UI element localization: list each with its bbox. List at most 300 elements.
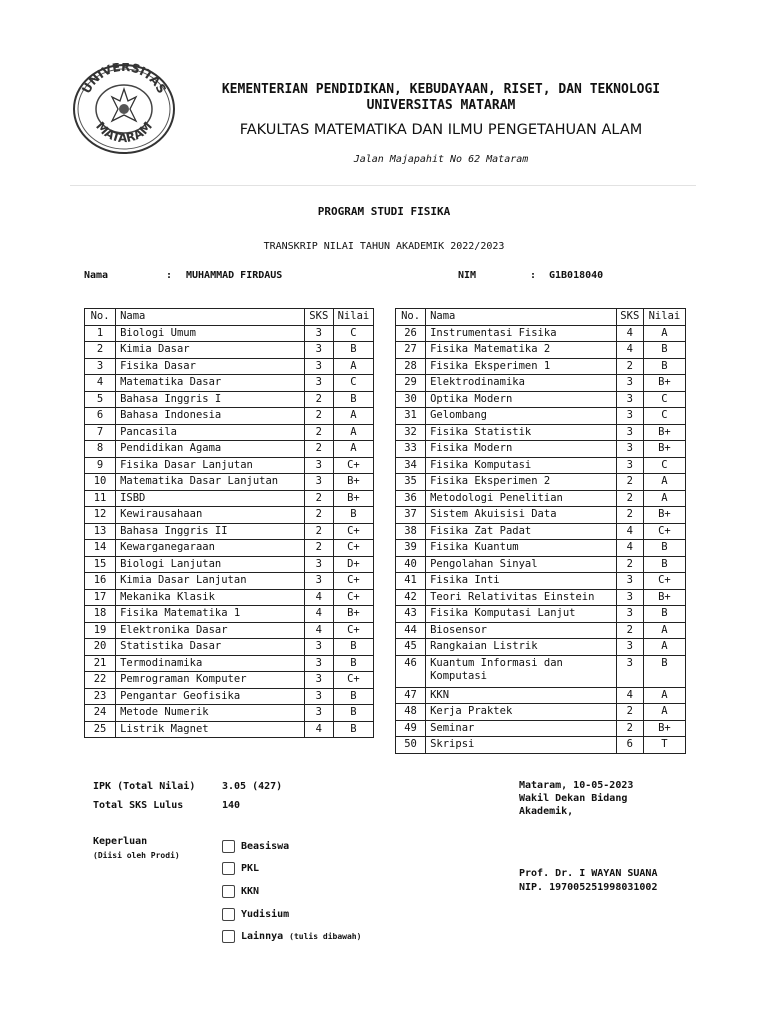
cell-nilai: A xyxy=(333,358,373,375)
signature-block xyxy=(519,779,633,818)
table-row xyxy=(396,375,686,392)
cell-sks: 4 xyxy=(616,325,643,342)
cell-nilai: C+ xyxy=(333,573,373,590)
table-row xyxy=(396,687,686,704)
table-row xyxy=(396,639,686,656)
table-row xyxy=(85,556,374,573)
cell-sks: 2 xyxy=(616,358,643,375)
cell-nilai: C xyxy=(643,408,685,425)
table-row xyxy=(396,655,686,687)
cell-nilai: A xyxy=(643,490,685,507)
cell-no: 11 xyxy=(85,490,116,507)
cell-nama: Pengolahan Sinyal xyxy=(426,556,617,573)
table-row xyxy=(396,490,686,507)
student-nim-label: NIM xyxy=(458,270,477,281)
cell-sks: 3 xyxy=(304,474,333,491)
signature-title-line1: Wakil Dekan Bidang xyxy=(519,793,628,804)
cell-no: 23 xyxy=(85,688,116,705)
signature-title-line2: Akademik, xyxy=(519,806,574,817)
option-label: Yudisium xyxy=(241,909,290,920)
cell-sks: 3 xyxy=(304,325,333,342)
cell-sks: 3 xyxy=(304,672,333,689)
cell-no: 4 xyxy=(85,375,116,392)
cell-sks: 4 xyxy=(616,342,643,359)
cell-nama: KKN xyxy=(426,687,617,704)
cell-sks: 2 xyxy=(304,490,333,507)
transcript-title: TRANSKRIP NILAI TAHUN AKADEMIK 2022/2023 xyxy=(263,241,505,252)
cell-nilai: A xyxy=(643,325,685,342)
faculty-title: FAKULTAS MATEMATIKA DAN ILMU PENGETAHUAN ALAM xyxy=(239,122,643,138)
cell-nama: Fisika Komputasi xyxy=(426,457,617,474)
table-row xyxy=(85,408,374,425)
table-row xyxy=(85,375,374,392)
cell-no: 12 xyxy=(85,507,116,524)
table-row xyxy=(85,540,374,557)
cell-nilai: B xyxy=(333,507,373,524)
cell-nilai: C+ xyxy=(643,573,685,590)
purpose-option-lainnya[interactable] xyxy=(222,930,361,943)
cell-nama: Optika Modern xyxy=(426,391,617,408)
cell-no: 6 xyxy=(85,408,116,425)
cell-no: 22 xyxy=(85,672,116,689)
cell-no: 30 xyxy=(396,391,426,408)
cell-nama: Fisika Dasar xyxy=(116,358,305,375)
cell-sks: 3 xyxy=(616,408,643,425)
table-row xyxy=(85,672,374,689)
faculty-address: Jalan Majapahit No 62 Mataram xyxy=(353,154,529,165)
cell-sks: 4 xyxy=(616,687,643,704)
cell-sks: 3 xyxy=(616,457,643,474)
cell-nilai: B+ xyxy=(643,589,685,606)
cell-nama: Sistem Akuisisi Data xyxy=(426,507,617,524)
cell-no: 5 xyxy=(85,391,116,408)
cell-sks: 3 xyxy=(304,639,333,656)
cell-sks: 3 xyxy=(304,705,333,722)
cell-no: 25 xyxy=(85,721,116,738)
checkbox[interactable] xyxy=(222,862,235,875)
cell-nama: Gelombang xyxy=(426,408,617,425)
cell-no: 8 xyxy=(85,441,116,458)
cell-nilai: A xyxy=(643,639,685,656)
table-row xyxy=(85,441,374,458)
cell-nama: Metode Numerik xyxy=(116,705,305,722)
cell-nama: Pendidikan Agama xyxy=(116,441,305,458)
cell-no: 17 xyxy=(85,589,116,606)
col-header-no: No. xyxy=(396,309,426,326)
table-row xyxy=(85,622,374,639)
purpose-option-beasiswa[interactable] xyxy=(222,840,289,853)
cell-no: 14 xyxy=(85,540,116,557)
signature-place-date: Mataram, 10-05-2023 xyxy=(519,780,634,791)
cell-nama: Seminar xyxy=(426,720,617,737)
cell-sks: 2 xyxy=(304,507,333,524)
purpose-option-yudisium[interactable] xyxy=(222,908,289,921)
university-logo xyxy=(70,63,178,155)
cell-nama: Fisika Matematika 1 xyxy=(116,606,305,623)
table-row xyxy=(396,540,686,557)
courses-table-left xyxy=(84,308,374,738)
cell-sks: 3 xyxy=(616,606,643,623)
cell-sks: 4 xyxy=(616,540,643,557)
cell-nama: Biosensor xyxy=(426,622,617,639)
table-row xyxy=(396,358,686,375)
cell-no: 49 xyxy=(396,720,426,737)
cell-nilai: C+ xyxy=(333,457,373,474)
cell-nilai: T xyxy=(643,737,685,754)
cell-no: 9 xyxy=(85,457,116,474)
cell-nama: Kerja Praktek xyxy=(426,704,617,721)
svg-text:UNIVERSITAS: UNIVERSITAS xyxy=(79,63,169,96)
cell-nilai: C+ xyxy=(333,672,373,689)
checkbox[interactable] xyxy=(222,840,235,853)
cell-no: 41 xyxy=(396,573,426,590)
student-nim: G1B018040 xyxy=(549,270,604,281)
cell-nama: Pengantar Geofisika xyxy=(116,688,305,705)
cell-sks: 2 xyxy=(304,540,333,557)
signatory-nip: NIP. 197005251998031002 xyxy=(519,882,658,893)
cell-nilai: C xyxy=(643,391,685,408)
table-row xyxy=(85,655,374,672)
cell-nilai: D+ xyxy=(333,556,373,573)
cell-nama: Fisika Dasar Lanjutan xyxy=(116,457,305,474)
cell-sks: 2 xyxy=(616,556,643,573)
cell-nama: Biologi Umum xyxy=(116,325,305,342)
program-title: PROGRAM STUDI FISIKA xyxy=(317,205,451,218)
cell-nilai: B xyxy=(333,688,373,705)
col-header-sks: SKS xyxy=(616,309,643,326)
cell-nama: Fisika Eksperimen 2 xyxy=(426,474,617,491)
cell-nilai: B+ xyxy=(643,375,685,392)
table-row xyxy=(85,573,374,590)
cell-sks: 3 xyxy=(304,556,333,573)
cell-nilai: B+ xyxy=(643,441,685,458)
cell-nilai: A xyxy=(643,622,685,639)
cell-nilai: B xyxy=(643,540,685,557)
purpose-option-kkn[interactable] xyxy=(222,885,259,898)
cell-sks: 4 xyxy=(304,606,333,623)
cell-nama: Mekanika Klasik xyxy=(116,589,305,606)
cell-sks: 3 xyxy=(616,589,643,606)
cell-sks: 2 xyxy=(304,408,333,425)
university-title: UNIVERSITAS MATARAM xyxy=(366,98,516,113)
table-row xyxy=(85,589,374,606)
cell-nilai: B xyxy=(333,655,373,672)
checkbox[interactable] xyxy=(222,908,235,921)
cell-sks: 2 xyxy=(304,391,333,408)
cell-no: 16 xyxy=(85,573,116,590)
cell-sks: 2 xyxy=(616,622,643,639)
cell-nilai: B+ xyxy=(643,424,685,441)
cell-no: 44 xyxy=(396,622,426,639)
col-header-nama: Nama xyxy=(426,309,617,326)
table-row xyxy=(396,556,686,573)
cell-sks: 3 xyxy=(304,655,333,672)
cell-sks: 3 xyxy=(616,391,643,408)
cell-no: 40 xyxy=(396,556,426,573)
cell-no: 26 xyxy=(396,325,426,342)
cell-nama: Kewirausahaan xyxy=(116,507,305,524)
table-row xyxy=(396,523,686,540)
cell-no: 15 xyxy=(85,556,116,573)
purpose-label: Keperluan xyxy=(93,836,148,847)
cell-no: 3 xyxy=(85,358,116,375)
cell-nilai: B xyxy=(333,721,373,738)
option-label: PKL xyxy=(241,863,260,874)
cell-sks: 4 xyxy=(304,589,333,606)
cell-nama: Fisika Statistik xyxy=(426,424,617,441)
cell-sks: 3 xyxy=(616,655,643,687)
option-note: (tulis dibawah) xyxy=(289,932,362,941)
cell-nama: Fisika Eksperimen 1 xyxy=(426,358,617,375)
col-header-sks: SKS xyxy=(304,309,333,326)
cell-nilai: C+ xyxy=(333,622,373,639)
cell-nama: Matematika Dasar Lanjutan xyxy=(116,474,305,491)
svg-text:MATARAM: MATARAM xyxy=(93,119,155,146)
cell-no: 32 xyxy=(396,424,426,441)
cell-no: 20 xyxy=(85,639,116,656)
table-row xyxy=(396,622,686,639)
cell-no: 34 xyxy=(396,457,426,474)
signatory xyxy=(519,867,657,895)
cell-nilai: A xyxy=(643,474,685,491)
cell-nilai: A xyxy=(333,408,373,425)
cell-nama: Instrumentasi Fisika xyxy=(426,325,617,342)
student-name-separator: : xyxy=(166,270,173,281)
student-nim-separator: : xyxy=(530,270,537,281)
cell-sks: 6 xyxy=(616,737,643,754)
cell-nama: Elektronika Dasar xyxy=(116,622,305,639)
cell-nama: Fisika Zat Padat xyxy=(426,523,617,540)
cell-sks: 4 xyxy=(616,523,643,540)
cell-nama: Kewarganegaraan xyxy=(116,540,305,557)
cell-nama: Rangkaian Listrik xyxy=(426,639,617,656)
cell-nama: Fisika Kuantum xyxy=(426,540,617,557)
table-row xyxy=(396,342,686,359)
cell-nilai: B xyxy=(333,705,373,722)
table-row xyxy=(85,523,374,540)
table-row xyxy=(85,325,374,342)
cell-sks: 3 xyxy=(616,375,643,392)
cell-nama: Bahasa Inggris I xyxy=(116,391,305,408)
cell-nilai: C xyxy=(333,325,373,342)
cell-nilai: B xyxy=(333,391,373,408)
col-header-nama: Nama xyxy=(116,309,305,326)
cell-no: 36 xyxy=(396,490,426,507)
cell-sks: 2 xyxy=(304,424,333,441)
cell-no: 35 xyxy=(396,474,426,491)
cell-nama: ISBD xyxy=(116,490,305,507)
cell-nama: Fisika Matematika 2 xyxy=(426,342,617,359)
cell-no: 42 xyxy=(396,589,426,606)
table-row xyxy=(85,474,374,491)
cell-sks: 2 xyxy=(304,441,333,458)
cell-sks: 3 xyxy=(304,358,333,375)
cell-no: 38 xyxy=(396,523,426,540)
letterhead-titles xyxy=(176,82,706,114)
cell-nilai: B+ xyxy=(333,474,373,491)
cell-no: 43 xyxy=(396,606,426,623)
checkbox[interactable] xyxy=(222,885,235,898)
cell-nama: Kimia Dasar xyxy=(116,342,305,359)
cell-no: 13 xyxy=(85,523,116,540)
cell-nama: Skripsi xyxy=(426,737,617,754)
cell-no: 29 xyxy=(396,375,426,392)
cell-nilai: B xyxy=(333,342,373,359)
cell-nilai: B xyxy=(643,655,685,687)
table-row xyxy=(85,507,374,524)
cell-no: 7 xyxy=(85,424,116,441)
cell-no: 28 xyxy=(396,358,426,375)
cell-no: 31 xyxy=(396,408,426,425)
cell-nama: Kuantum Informasi dan Komputasi xyxy=(426,655,617,687)
cell-nilai: B xyxy=(643,606,685,623)
cell-sks: 3 xyxy=(304,375,333,392)
cell-no: 27 xyxy=(396,342,426,359)
courses-table-right xyxy=(395,308,686,754)
cell-no: 18 xyxy=(85,606,116,623)
col-header-no: No. xyxy=(85,309,116,326)
table-row xyxy=(85,721,374,738)
cell-nama: Fisika Modern xyxy=(426,441,617,458)
cell-nilai: C+ xyxy=(643,523,685,540)
table-row xyxy=(396,589,686,606)
option-label: Beasiswa xyxy=(241,841,290,852)
cell-nama: Metodologi Penelitian xyxy=(426,490,617,507)
cell-nilai: C xyxy=(333,375,373,392)
cell-nilai: A xyxy=(333,424,373,441)
signatory-name: Prof. Dr. I WAYAN SUANA xyxy=(519,868,658,879)
table-row xyxy=(396,408,686,425)
table-row xyxy=(396,457,686,474)
cell-sks: 3 xyxy=(304,342,333,359)
student-name: MUHAMMAD FIRDAUS xyxy=(186,270,283,281)
cell-nama: Elektrodinamika xyxy=(426,375,617,392)
option-label: Lainnya xyxy=(241,931,284,942)
purpose-sublabel: (Diisi oleh Prodi) xyxy=(93,851,180,860)
cell-nama: Matematika Dasar xyxy=(116,375,305,392)
cell-no: 24 xyxy=(85,705,116,722)
table-row xyxy=(85,424,374,441)
cell-sks: 2 xyxy=(616,507,643,524)
cell-nama: Kimia Dasar Lanjutan xyxy=(116,573,305,590)
table-row xyxy=(396,737,686,754)
cell-sks: 4 xyxy=(304,721,333,738)
cell-no: 1 xyxy=(85,325,116,342)
table-row xyxy=(396,474,686,491)
checkbox[interactable] xyxy=(222,930,235,943)
cell-nilai: B+ xyxy=(643,720,685,737)
cell-sks: 2 xyxy=(616,720,643,737)
cell-nama: Pemrograman Komputer xyxy=(116,672,305,689)
cell-nilai: A xyxy=(643,704,685,721)
cell-no: 33 xyxy=(396,441,426,458)
cell-no: 45 xyxy=(396,639,426,656)
purpose-option-pkl[interactable] xyxy=(222,862,259,875)
cell-no: 37 xyxy=(396,507,426,524)
table-header-row xyxy=(85,309,374,326)
col-header-nilai: Nilai xyxy=(643,309,685,326)
cell-nama: Teori Relativitas Einstein xyxy=(426,589,617,606)
cell-no: 10 xyxy=(85,474,116,491)
option-label: KKN xyxy=(241,886,260,897)
cell-nilai: B+ xyxy=(333,606,373,623)
table-row xyxy=(396,606,686,623)
table-row xyxy=(85,391,374,408)
cell-nilai: C xyxy=(643,457,685,474)
table-row xyxy=(396,424,686,441)
cell-nilai: B xyxy=(643,342,685,359)
cell-sks: 2 xyxy=(616,474,643,491)
cell-nama: Statistika Dasar xyxy=(116,639,305,656)
cell-no: 19 xyxy=(85,622,116,639)
ministry-title: KEMENTERIAN PENDIDIKAN, KEBUDAYAAN, RISET, DAN TEKNOLOGI xyxy=(221,82,661,97)
total-sks-label: Total SKS Lulus xyxy=(93,800,184,811)
cell-sks: 3 xyxy=(616,639,643,656)
cell-nilai: C+ xyxy=(333,523,373,540)
cell-no: 2 xyxy=(85,342,116,359)
cell-no: 46 xyxy=(396,655,426,687)
table-row xyxy=(85,358,374,375)
cell-nilai: A xyxy=(643,687,685,704)
table-header-row xyxy=(396,309,686,326)
table-row xyxy=(396,507,686,524)
table-row xyxy=(85,457,374,474)
table-row xyxy=(85,688,374,705)
table-row xyxy=(396,325,686,342)
cell-nilai: B xyxy=(643,556,685,573)
ipk-value: 3.05 (427) xyxy=(222,781,283,792)
table-row xyxy=(85,639,374,656)
cell-nama: Listrik Magnet xyxy=(116,721,305,738)
cell-sks: 3 xyxy=(304,688,333,705)
cell-nilai: A xyxy=(333,441,373,458)
cell-nama: Biologi Lanjutan xyxy=(116,556,305,573)
cell-nama: Fisika Komputasi Lanjut xyxy=(426,606,617,623)
table-row xyxy=(85,606,374,623)
cell-nilai: B xyxy=(643,358,685,375)
cell-no: 47 xyxy=(396,687,426,704)
cell-sks: 3 xyxy=(304,573,333,590)
cell-no: 50 xyxy=(396,737,426,754)
cell-nilai: C+ xyxy=(333,589,373,606)
cell-nilai: B+ xyxy=(643,507,685,524)
cell-sks: 3 xyxy=(616,424,643,441)
cell-nilai: B+ xyxy=(333,490,373,507)
cell-nama: Bahasa Inggris II xyxy=(116,523,305,540)
cell-sks: 2 xyxy=(304,523,333,540)
table-row xyxy=(85,705,374,722)
cell-nama: Bahasa Indonesia xyxy=(116,408,305,425)
cell-sks: 2 xyxy=(616,704,643,721)
col-header-nilai: Nilai xyxy=(333,309,373,326)
cell-sks: 2 xyxy=(616,490,643,507)
cell-no: 21 xyxy=(85,655,116,672)
table-row xyxy=(396,441,686,458)
ipk-label: IPK (Total Nilai) xyxy=(93,781,196,792)
cell-nama: Pancasila xyxy=(116,424,305,441)
table-row xyxy=(85,490,374,507)
table-row xyxy=(396,391,686,408)
table-row xyxy=(396,573,686,590)
cell-nama: Termodinamika xyxy=(116,655,305,672)
total-sks-value: 140 xyxy=(222,800,241,811)
header-divider xyxy=(70,185,696,186)
cell-nilai: C+ xyxy=(333,540,373,557)
cell-sks: 4 xyxy=(304,622,333,639)
student-name-label: Nama xyxy=(84,270,109,281)
cell-sks: 3 xyxy=(616,573,643,590)
cell-nilai: B xyxy=(333,639,373,656)
